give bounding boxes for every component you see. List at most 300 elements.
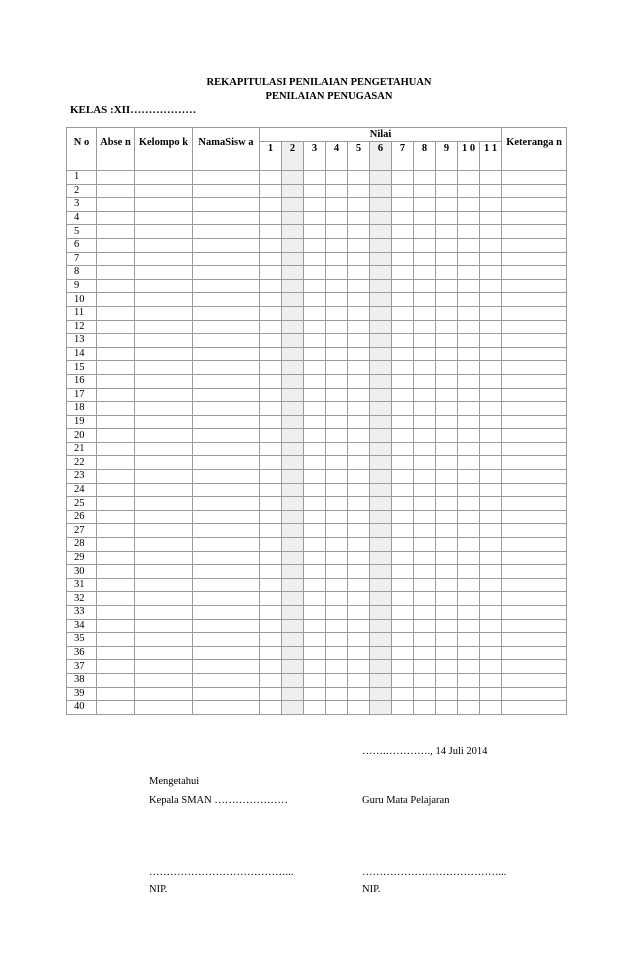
nilai-cell[interactable] [260, 374, 282, 388]
nilai-cell[interactable] [480, 429, 502, 443]
nilai-cell[interactable] [348, 456, 370, 470]
absen-cell[interactable] [97, 334, 135, 348]
nilai-cell[interactable] [304, 252, 326, 266]
nilai-cell[interactable] [370, 320, 392, 334]
nilai-cell[interactable] [282, 646, 304, 660]
nilai-cell[interactable] [282, 402, 304, 416]
nilai-cell[interactable] [480, 171, 502, 185]
nilai-cell[interactable] [436, 578, 458, 592]
nilai-cell[interactable] [304, 687, 326, 701]
nilai-cell[interactable] [436, 171, 458, 185]
nilai-cell[interactable] [304, 293, 326, 307]
keterangan-cell[interactable] [502, 660, 567, 674]
keterangan-cell[interactable] [502, 402, 567, 416]
nilai-cell[interactable] [480, 660, 502, 674]
nilai-cell[interactable] [282, 184, 304, 198]
nilai-cell[interactable] [370, 660, 392, 674]
nilai-cell[interactable] [436, 361, 458, 375]
nama-cell[interactable] [193, 320, 260, 334]
nilai-cell[interactable] [348, 470, 370, 484]
keterangan-cell[interactable] [502, 442, 567, 456]
nilai-cell[interactable] [348, 510, 370, 524]
absen-cell[interactable] [97, 171, 135, 185]
keterangan-cell[interactable] [502, 320, 567, 334]
nilai-cell[interactable] [304, 510, 326, 524]
nama-cell[interactable] [193, 211, 260, 225]
nilai-cell[interactable] [370, 374, 392, 388]
nilai-cell[interactable] [348, 347, 370, 361]
nilai-cell[interactable] [370, 347, 392, 361]
nama-cell[interactable] [193, 429, 260, 443]
nilai-cell[interactable] [348, 673, 370, 687]
nilai-cell[interactable] [282, 687, 304, 701]
nilai-cell[interactable] [458, 361, 480, 375]
nilai-cell[interactable] [326, 483, 348, 497]
nilai-cell[interactable] [282, 538, 304, 552]
nama-cell[interactable] [193, 646, 260, 660]
nilai-cell[interactable] [458, 442, 480, 456]
nama-cell[interactable] [193, 334, 260, 348]
nilai-cell[interactable] [304, 402, 326, 416]
absen-cell[interactable] [97, 238, 135, 252]
nilai-cell[interactable] [414, 320, 436, 334]
nilai-cell[interactable] [458, 252, 480, 266]
nama-cell[interactable] [193, 497, 260, 511]
nilai-cell[interactable] [392, 374, 414, 388]
nilai-cell[interactable] [436, 279, 458, 293]
nama-cell[interactable] [193, 347, 260, 361]
kelompok-cell[interactable] [135, 606, 193, 620]
nilai-cell[interactable] [348, 592, 370, 606]
nilai-cell[interactable] [282, 415, 304, 429]
nilai-cell[interactable] [348, 361, 370, 375]
nilai-cell[interactable] [304, 673, 326, 687]
nilai-cell[interactable] [480, 306, 502, 320]
nilai-cell[interactable] [348, 497, 370, 511]
nilai-cell[interactable] [392, 497, 414, 511]
nilai-cell[interactable] [392, 429, 414, 443]
absen-cell[interactable] [97, 524, 135, 538]
nilai-cell[interactable] [370, 646, 392, 660]
nilai-cell[interactable] [480, 415, 502, 429]
nilai-cell[interactable] [436, 646, 458, 660]
nilai-cell[interactable] [282, 578, 304, 592]
keterangan-cell[interactable] [502, 551, 567, 565]
nama-cell[interactable] [193, 252, 260, 266]
nilai-cell[interactable] [392, 673, 414, 687]
nama-cell[interactable] [193, 483, 260, 497]
nilai-cell[interactable] [480, 497, 502, 511]
nilai-cell[interactable] [348, 415, 370, 429]
nilai-cell[interactable] [260, 538, 282, 552]
nilai-cell[interactable] [458, 578, 480, 592]
nilai-cell[interactable] [370, 442, 392, 456]
nama-cell[interactable] [193, 606, 260, 620]
nilai-cell[interactable] [348, 388, 370, 402]
nama-cell[interactable] [193, 388, 260, 402]
kelompok-cell[interactable] [135, 470, 193, 484]
absen-cell[interactable] [97, 320, 135, 334]
nilai-cell[interactable] [260, 565, 282, 579]
nilai-cell[interactable] [282, 293, 304, 307]
nilai-cell[interactable] [260, 551, 282, 565]
nilai-cell[interactable] [304, 279, 326, 293]
kelompok-cell[interactable] [135, 402, 193, 416]
nilai-cell[interactable] [458, 347, 480, 361]
nilai-cell[interactable] [458, 402, 480, 416]
nilai-cell[interactable] [370, 211, 392, 225]
nilai-cell[interactable] [326, 701, 348, 715]
nilai-cell[interactable] [326, 619, 348, 633]
nama-cell[interactable] [193, 619, 260, 633]
nilai-cell[interactable] [436, 510, 458, 524]
nilai-cell[interactable] [480, 483, 502, 497]
nilai-cell[interactable] [458, 701, 480, 715]
nilai-cell[interactable] [348, 184, 370, 198]
absen-cell[interactable] [97, 374, 135, 388]
nilai-cell[interactable] [480, 470, 502, 484]
nilai-cell[interactable] [436, 442, 458, 456]
keterangan-cell[interactable] [502, 701, 567, 715]
nilai-cell[interactable] [392, 198, 414, 212]
nama-cell[interactable] [193, 198, 260, 212]
nilai-cell[interactable] [458, 320, 480, 334]
nama-cell[interactable] [193, 660, 260, 674]
nilai-cell[interactable] [282, 429, 304, 443]
absen-cell[interactable] [97, 388, 135, 402]
nilai-cell[interactable] [304, 646, 326, 660]
nilai-cell[interactable] [370, 456, 392, 470]
nilai-cell[interactable] [326, 592, 348, 606]
nilai-cell[interactable] [326, 293, 348, 307]
absen-cell[interactable] [97, 402, 135, 416]
nilai-cell[interactable] [282, 374, 304, 388]
kelompok-cell[interactable] [135, 565, 193, 579]
nilai-cell[interactable] [414, 252, 436, 266]
nilai-cell[interactable] [260, 388, 282, 402]
nilai-cell[interactable] [392, 619, 414, 633]
nilai-cell[interactable] [370, 470, 392, 484]
kelompok-cell[interactable] [135, 279, 193, 293]
nilai-cell[interactable] [282, 238, 304, 252]
nilai-cell[interactable] [260, 266, 282, 280]
nilai-cell[interactable] [326, 184, 348, 198]
nama-cell[interactable] [193, 456, 260, 470]
absen-cell[interactable] [97, 456, 135, 470]
nilai-cell[interactable] [436, 252, 458, 266]
nilai-cell[interactable] [458, 415, 480, 429]
nilai-cell[interactable] [370, 510, 392, 524]
nilai-cell[interactable] [458, 619, 480, 633]
nilai-cell[interactable] [304, 633, 326, 647]
nilai-cell[interactable] [348, 293, 370, 307]
nilai-cell[interactable] [326, 551, 348, 565]
nilai-cell[interactable] [392, 171, 414, 185]
absen-cell[interactable] [97, 361, 135, 375]
nilai-cell[interactable] [370, 673, 392, 687]
kelompok-cell[interactable] [135, 415, 193, 429]
nilai-cell[interactable] [348, 320, 370, 334]
nilai-cell[interactable] [348, 198, 370, 212]
nilai-cell[interactable] [392, 184, 414, 198]
nilai-cell[interactable] [436, 456, 458, 470]
keterangan-cell[interactable] [502, 334, 567, 348]
kelompok-cell[interactable] [135, 633, 193, 647]
nilai-cell[interactable] [392, 646, 414, 660]
nama-cell[interactable] [193, 687, 260, 701]
nama-cell[interactable] [193, 279, 260, 293]
nilai-cell[interactable] [436, 184, 458, 198]
absen-cell[interactable] [97, 415, 135, 429]
nilai-cell[interactable] [304, 374, 326, 388]
kelompok-cell[interactable] [135, 293, 193, 307]
keterangan-cell[interactable] [502, 619, 567, 633]
nilai-cell[interactable] [414, 361, 436, 375]
nilai-cell[interactable] [414, 266, 436, 280]
absen-cell[interactable] [97, 266, 135, 280]
keterangan-cell[interactable] [502, 211, 567, 225]
nilai-cell[interactable] [260, 510, 282, 524]
kelompok-cell[interactable] [135, 687, 193, 701]
nilai-cell[interactable] [370, 701, 392, 715]
nilai-cell[interactable] [436, 524, 458, 538]
nilai-cell[interactable] [458, 633, 480, 647]
nilai-cell[interactable] [458, 293, 480, 307]
nilai-cell[interactable] [414, 538, 436, 552]
nilai-cell[interactable] [260, 660, 282, 674]
nilai-cell[interactable] [348, 633, 370, 647]
nilai-cell[interactable] [480, 388, 502, 402]
kelompok-cell[interactable] [135, 266, 193, 280]
nilai-cell[interactable] [260, 225, 282, 239]
nilai-cell[interactable] [370, 293, 392, 307]
nilai-cell[interactable] [260, 673, 282, 687]
nilai-cell[interactable] [282, 279, 304, 293]
nilai-cell[interactable] [480, 211, 502, 225]
nilai-cell[interactable] [414, 456, 436, 470]
kelompok-cell[interactable] [135, 510, 193, 524]
keterangan-cell[interactable] [502, 578, 567, 592]
nilai-cell[interactable] [370, 687, 392, 701]
nilai-cell[interactable] [348, 619, 370, 633]
nilai-cell[interactable] [480, 592, 502, 606]
nilai-cell[interactable] [392, 578, 414, 592]
nilai-cell[interactable] [260, 415, 282, 429]
absen-cell[interactable] [97, 592, 135, 606]
nilai-cell[interactable] [370, 388, 392, 402]
nilai-cell[interactable] [414, 415, 436, 429]
absen-cell[interactable] [97, 551, 135, 565]
keterangan-cell[interactable] [502, 388, 567, 402]
nilai-cell[interactable] [326, 347, 348, 361]
nilai-cell[interactable] [458, 510, 480, 524]
nilai-cell[interactable] [304, 225, 326, 239]
nama-cell[interactable] [193, 524, 260, 538]
nilai-cell[interactable] [326, 673, 348, 687]
absen-cell[interactable] [97, 279, 135, 293]
nilai-cell[interactable] [414, 673, 436, 687]
nilai-cell[interactable] [282, 347, 304, 361]
nilai-cell[interactable] [414, 184, 436, 198]
nilai-cell[interactable] [304, 538, 326, 552]
keterangan-cell[interactable] [502, 279, 567, 293]
nilai-cell[interactable] [304, 266, 326, 280]
nilai-cell[interactable] [348, 171, 370, 185]
nilai-cell[interactable] [414, 592, 436, 606]
nilai-cell[interactable] [326, 198, 348, 212]
nilai-cell[interactable] [304, 184, 326, 198]
nilai-cell[interactable] [458, 606, 480, 620]
nilai-cell[interactable] [282, 442, 304, 456]
nilai-cell[interactable] [480, 442, 502, 456]
nilai-cell[interactable] [260, 687, 282, 701]
nilai-cell[interactable] [370, 252, 392, 266]
absen-cell[interactable] [97, 429, 135, 443]
nilai-cell[interactable] [304, 361, 326, 375]
nilai-cell[interactable] [392, 279, 414, 293]
nilai-cell[interactable] [304, 483, 326, 497]
nilai-cell[interactable] [260, 334, 282, 348]
kelompok-cell[interactable] [135, 442, 193, 456]
nama-cell[interactable] [193, 171, 260, 185]
nilai-cell[interactable] [282, 306, 304, 320]
nilai-cell[interactable] [260, 279, 282, 293]
nilai-cell[interactable] [326, 429, 348, 443]
nilai-cell[interactable] [260, 293, 282, 307]
nilai-cell[interactable] [392, 510, 414, 524]
nilai-cell[interactable] [348, 578, 370, 592]
kelompok-cell[interactable] [135, 619, 193, 633]
nilai-cell[interactable] [326, 266, 348, 280]
nilai-cell[interactable] [392, 361, 414, 375]
nilai-cell[interactable] [414, 483, 436, 497]
nama-cell[interactable] [193, 402, 260, 416]
nilai-cell[interactable] [414, 442, 436, 456]
nilai-cell[interactable] [436, 565, 458, 579]
kelompok-cell[interactable] [135, 483, 193, 497]
nilai-cell[interactable] [414, 347, 436, 361]
nilai-cell[interactable] [326, 211, 348, 225]
nilai-cell[interactable] [480, 334, 502, 348]
nilai-cell[interactable] [458, 429, 480, 443]
nilai-cell[interactable] [326, 252, 348, 266]
nilai-cell[interactable] [304, 415, 326, 429]
nilai-cell[interactable] [480, 633, 502, 647]
nilai-cell[interactable] [480, 456, 502, 470]
nilai-cell[interactable] [458, 497, 480, 511]
nilai-cell[interactable] [458, 660, 480, 674]
nilai-cell[interactable] [260, 633, 282, 647]
absen-cell[interactable] [97, 578, 135, 592]
nilai-cell[interactable] [458, 673, 480, 687]
nilai-cell[interactable] [260, 402, 282, 416]
nilai-cell[interactable] [348, 660, 370, 674]
nama-cell[interactable] [193, 470, 260, 484]
nilai-cell[interactable] [370, 619, 392, 633]
nilai-cell[interactable] [392, 660, 414, 674]
nilai-cell[interactable] [392, 606, 414, 620]
nilai-cell[interactable] [392, 306, 414, 320]
absen-cell[interactable] [97, 538, 135, 552]
nilai-cell[interactable] [458, 238, 480, 252]
nilai-cell[interactable] [436, 497, 458, 511]
nilai-cell[interactable] [392, 402, 414, 416]
keterangan-cell[interactable] [502, 687, 567, 701]
nilai-cell[interactable] [260, 306, 282, 320]
nilai-cell[interactable] [436, 347, 458, 361]
nilai-cell[interactable] [282, 606, 304, 620]
nilai-cell[interactable] [480, 184, 502, 198]
nilai-cell[interactable] [436, 619, 458, 633]
nilai-cell[interactable] [436, 673, 458, 687]
nilai-cell[interactable] [414, 374, 436, 388]
nilai-cell[interactable] [436, 293, 458, 307]
nilai-cell[interactable] [392, 565, 414, 579]
nilai-cell[interactable] [392, 238, 414, 252]
nilai-cell[interactable] [282, 524, 304, 538]
nilai-cell[interactable] [392, 266, 414, 280]
nilai-cell[interactable] [480, 578, 502, 592]
keterangan-cell[interactable] [502, 252, 567, 266]
nilai-cell[interactable] [370, 538, 392, 552]
nilai-cell[interactable] [370, 238, 392, 252]
nilai-cell[interactable] [436, 701, 458, 715]
absen-cell[interactable] [97, 483, 135, 497]
keterangan-cell[interactable] [502, 306, 567, 320]
keterangan-cell[interactable] [502, 238, 567, 252]
nilai-cell[interactable] [480, 524, 502, 538]
nilai-cell[interactable] [458, 306, 480, 320]
nilai-cell[interactable] [414, 402, 436, 416]
nilai-cell[interactable] [326, 320, 348, 334]
nilai-cell[interactable] [370, 565, 392, 579]
nilai-cell[interactable] [348, 565, 370, 579]
nilai-cell[interactable] [392, 225, 414, 239]
nilai-cell[interactable] [392, 320, 414, 334]
nilai-cell[interactable] [414, 429, 436, 443]
nilai-cell[interactable] [282, 565, 304, 579]
absen-cell[interactable] [97, 470, 135, 484]
nilai-cell[interactable] [348, 266, 370, 280]
nama-cell[interactable] [193, 238, 260, 252]
nilai-cell[interactable] [348, 483, 370, 497]
nilai-cell[interactable] [458, 470, 480, 484]
nilai-cell[interactable] [392, 701, 414, 715]
nilai-cell[interactable] [436, 470, 458, 484]
nilai-cell[interactable] [282, 388, 304, 402]
nilai-cell[interactable] [304, 238, 326, 252]
nilai-cell[interactable] [282, 171, 304, 185]
nilai-cell[interactable] [304, 606, 326, 620]
nilai-cell[interactable] [370, 306, 392, 320]
absen-cell[interactable] [97, 306, 135, 320]
nilai-cell[interactable] [260, 483, 282, 497]
kelompok-cell[interactable] [135, 184, 193, 198]
nilai-cell[interactable] [436, 592, 458, 606]
kelompok-cell[interactable] [135, 538, 193, 552]
nilai-cell[interactable] [348, 374, 370, 388]
nilai-cell[interactable] [370, 578, 392, 592]
nilai-cell[interactable] [348, 225, 370, 239]
keterangan-cell[interactable] [502, 429, 567, 443]
keterangan-cell[interactable] [502, 565, 567, 579]
keterangan-cell[interactable] [502, 497, 567, 511]
nilai-cell[interactable] [392, 334, 414, 348]
nilai-cell[interactable] [260, 701, 282, 715]
nilai-cell[interactable] [370, 334, 392, 348]
nilai-cell[interactable] [370, 551, 392, 565]
nilai-cell[interactable] [304, 524, 326, 538]
